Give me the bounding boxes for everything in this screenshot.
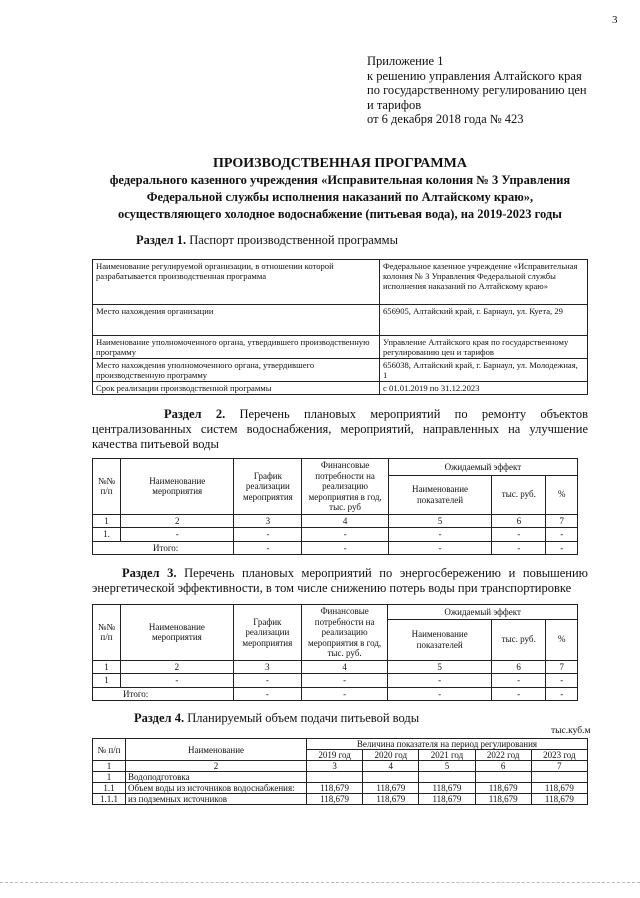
section1-label: Раздел 1. xyxy=(136,233,187,247)
table-cell: Объем воды из источников водоснабжения: xyxy=(126,783,307,794)
appendix-line: от 6 декабря 2018 года № 423 xyxy=(367,112,524,126)
section4-heading xyxy=(134,711,419,726)
year-header: 2020 год xyxy=(363,750,419,761)
section4-text: Планируемый объем подачи питьевой воды xyxy=(187,711,420,725)
title-main: ПРОИЗВОДСТВЕННАЯ ПРОГРАММА xyxy=(213,156,467,171)
table-cell: 656038, Алтайский край, г. Барнаул, ул. Молодежная, 1 xyxy=(380,359,588,382)
header-cell: тыс. руб. xyxy=(491,619,545,660)
energy-measures-table xyxy=(92,604,578,701)
table-row xyxy=(93,674,578,688)
table-cell xyxy=(475,772,531,783)
table-cell: Место нахождения уполномоченного органа, утвердившего производственную программу xyxy=(93,359,380,382)
table-row xyxy=(93,605,578,620)
section2-label: Раздел 2. xyxy=(164,407,226,421)
table-cell: 118,679 xyxy=(363,794,419,805)
header-cell: №№ п/п xyxy=(93,605,121,661)
title-line: осуществляющего холодное водоснабжение (питьевая вода), на 2019-2023 годы xyxy=(118,207,562,221)
table-cell: 118,679 xyxy=(475,794,531,805)
table-row xyxy=(93,761,588,772)
table-cell: 1.1 xyxy=(93,783,126,794)
table-cell: 118,679 xyxy=(475,783,531,794)
table-cell: Федеральное казенное учреждение «Исправительная колония № 3 Управления Федеральной службы исполнения наказаний по Алтайскому краю» xyxy=(380,260,588,305)
table-cell: - xyxy=(492,541,546,555)
title-line: Федеральной службы исполнения наказаний по Алтайскому краю», xyxy=(146,190,534,204)
table-row xyxy=(93,359,588,382)
table-row xyxy=(93,459,578,476)
table-cell: - xyxy=(491,687,545,701)
total-label: Итого: xyxy=(93,687,234,701)
section1-heading xyxy=(136,233,398,248)
table-cell: 7 xyxy=(531,761,587,772)
table-cell: 3 xyxy=(307,761,363,772)
table-cell: 118,679 xyxy=(531,783,587,794)
header-cell: тыс. руб. xyxy=(492,475,546,514)
table-cell: - xyxy=(121,528,234,542)
table-cell xyxy=(531,772,587,783)
header-cell: Величина показателя на период регулирования xyxy=(307,739,588,750)
table-cell: с 01.01.2019 по 31.12.2023 xyxy=(380,382,588,395)
year-header: 2019 год xyxy=(307,750,363,761)
title-line: федерального казенного учреждения «Исправительная колония № 3 Управления xyxy=(109,173,571,187)
table-row xyxy=(93,541,578,555)
table-row xyxy=(93,687,578,701)
header-cell: Ожидаемый эффект xyxy=(388,605,578,620)
passport-table xyxy=(92,259,588,395)
table-row xyxy=(93,772,588,783)
table-row xyxy=(93,783,588,794)
appendix-line: к решению управления Алтайского края xyxy=(367,68,582,83)
table-cell: 1. xyxy=(93,528,121,542)
table-cell: - xyxy=(388,528,491,542)
table-cell: 1.1.1 xyxy=(93,794,126,805)
header-cell: Финансовые потребности на реализацию мероприятия в год, тыс. руб. xyxy=(301,605,388,661)
table-cell: 4 xyxy=(302,514,388,528)
table-cell: 3 xyxy=(234,514,302,528)
header-cell: % xyxy=(546,619,578,660)
section1-text: Паспорт производственной программы xyxy=(189,233,398,247)
table-cell: - xyxy=(233,687,301,701)
table-cell: - xyxy=(492,528,546,542)
table-cell: 6 xyxy=(491,660,545,674)
table-cell: - xyxy=(546,674,578,688)
header-cell: №№ п/п xyxy=(93,459,121,515)
table-cell: Управление Алтайского края по государственному регулированию цен и тарифов xyxy=(380,336,588,359)
table-cell: Срок реализации производственной программы xyxy=(93,382,380,395)
table-cell: 2 xyxy=(120,660,233,674)
header-cell: Наименование показателей xyxy=(388,619,492,660)
section2-text: Перечень плановых мероприятий по ремонту объектов централизованных систем водоснабжения, мероприятий, направленных на улучшение качества питьевой воды xyxy=(92,407,588,451)
table-cell: 118,679 xyxy=(419,794,475,805)
table-cell: - xyxy=(388,541,491,555)
table-cell: Наименование уполномоченного органа, утвердившего производственную программу xyxy=(93,336,380,359)
table-cell: - xyxy=(546,687,578,701)
header-cell: Финансовые потребности на реализацию мероприятия в год, тыс. руб xyxy=(302,459,388,515)
table-row xyxy=(93,305,588,336)
table-cell: 2 xyxy=(126,761,307,772)
header-cell: График реализации мероприятия xyxy=(233,605,301,661)
table-cell xyxy=(307,772,363,783)
table-cell: - xyxy=(301,687,388,701)
table-cell: 6 xyxy=(475,761,531,772)
table-row xyxy=(93,794,588,805)
table-cell: - xyxy=(546,541,578,555)
header-cell: Наименование показателей xyxy=(388,475,491,514)
header-cell: № п/п xyxy=(93,739,126,761)
header-cell: Ожидаемый эффект xyxy=(388,459,577,476)
table-row xyxy=(93,514,578,528)
table-cell: 656905, Алтайский край, г. Барнаул, ул. Куета, 29 xyxy=(380,305,588,336)
document-title xyxy=(60,155,620,223)
table-cell: 5 xyxy=(388,660,492,674)
appendix-line: Приложение 1 xyxy=(367,54,444,68)
table-row xyxy=(93,528,578,542)
table-cell: 118,679 xyxy=(307,794,363,805)
table-cell: 1 xyxy=(93,772,126,783)
total-label: Итого: xyxy=(93,541,234,555)
repair-measures-table xyxy=(92,458,578,555)
table-cell: 7 xyxy=(546,514,578,528)
table-cell: 3 xyxy=(233,660,301,674)
page-number: 3 xyxy=(612,14,618,26)
appendix-line: и тарифов xyxy=(367,97,422,112)
year-header: 2023 год xyxy=(531,750,587,761)
header-cell: % xyxy=(546,475,578,514)
table-cell: 118,679 xyxy=(363,783,419,794)
table-cell: 1 xyxy=(93,761,126,772)
table-cell: Наименование регулируемой организации, в отношении которой разрабатывается производственная программа xyxy=(93,260,380,305)
header-cell: График реализации мероприятия xyxy=(234,459,302,515)
water-volume-table xyxy=(92,738,588,805)
table-cell: 118,679 xyxy=(531,794,587,805)
table-cell xyxy=(363,772,419,783)
table-cell: 118,679 xyxy=(419,783,475,794)
table-cell: - xyxy=(301,674,388,688)
table-row xyxy=(93,260,588,305)
table-cell: 4 xyxy=(363,761,419,772)
section3-text: Перечень плановых мероприятий по энергосбережению и повышению энергетической эффективности, в том числе снижению потерь воды при транспортировке xyxy=(92,566,589,595)
table-row xyxy=(93,660,578,674)
header-cell: Наименование мероприятия xyxy=(120,605,233,661)
table-cell: 7 xyxy=(546,660,578,674)
table-cell: Водоподготовка xyxy=(126,772,307,783)
unit-label: тыс.куб.м xyxy=(551,726,591,736)
appendix-block xyxy=(367,54,617,127)
table-cell: 6 xyxy=(492,514,546,528)
table-row xyxy=(93,336,588,359)
table-cell: 4 xyxy=(301,660,388,674)
table-cell: - xyxy=(388,674,492,688)
page-bottom-line xyxy=(0,882,640,883)
table-cell: 1 xyxy=(93,660,121,674)
table-row xyxy=(93,382,588,395)
table-cell: - xyxy=(120,674,233,688)
section2-heading xyxy=(92,407,588,452)
appendix-line: по государственному регулированию цен xyxy=(367,83,587,97)
table-cell: Место нахождения организации xyxy=(93,305,380,336)
table-cell: 2 xyxy=(121,514,234,528)
table-cell: - xyxy=(234,528,302,542)
table-cell: 1 xyxy=(93,674,121,688)
section4-label: Раздел 4. xyxy=(134,711,185,725)
table-cell: - xyxy=(302,541,388,555)
table-cell: 1 xyxy=(93,514,121,528)
year-header: 2022 год xyxy=(475,750,531,761)
table-row xyxy=(93,739,588,750)
table-cell: - xyxy=(234,541,302,555)
table-cell: 118,679 xyxy=(307,783,363,794)
section3-heading xyxy=(92,566,588,596)
table-cell: - xyxy=(302,528,388,542)
section3-label: Раздел 3. xyxy=(122,566,177,580)
header-cell: Наименование xyxy=(126,739,307,761)
table-cell: 5 xyxy=(388,514,491,528)
year-header: 2021 год xyxy=(419,750,475,761)
table-cell: - xyxy=(388,687,492,701)
header-cell: Наименование мероприятия xyxy=(121,459,234,515)
table-cell: - xyxy=(233,674,301,688)
table-cell: - xyxy=(546,528,578,542)
table-cell: 5 xyxy=(419,761,475,772)
table-cell: - xyxy=(491,674,545,688)
table-cell xyxy=(419,772,475,783)
table-cell: из подземных источников xyxy=(126,794,307,805)
